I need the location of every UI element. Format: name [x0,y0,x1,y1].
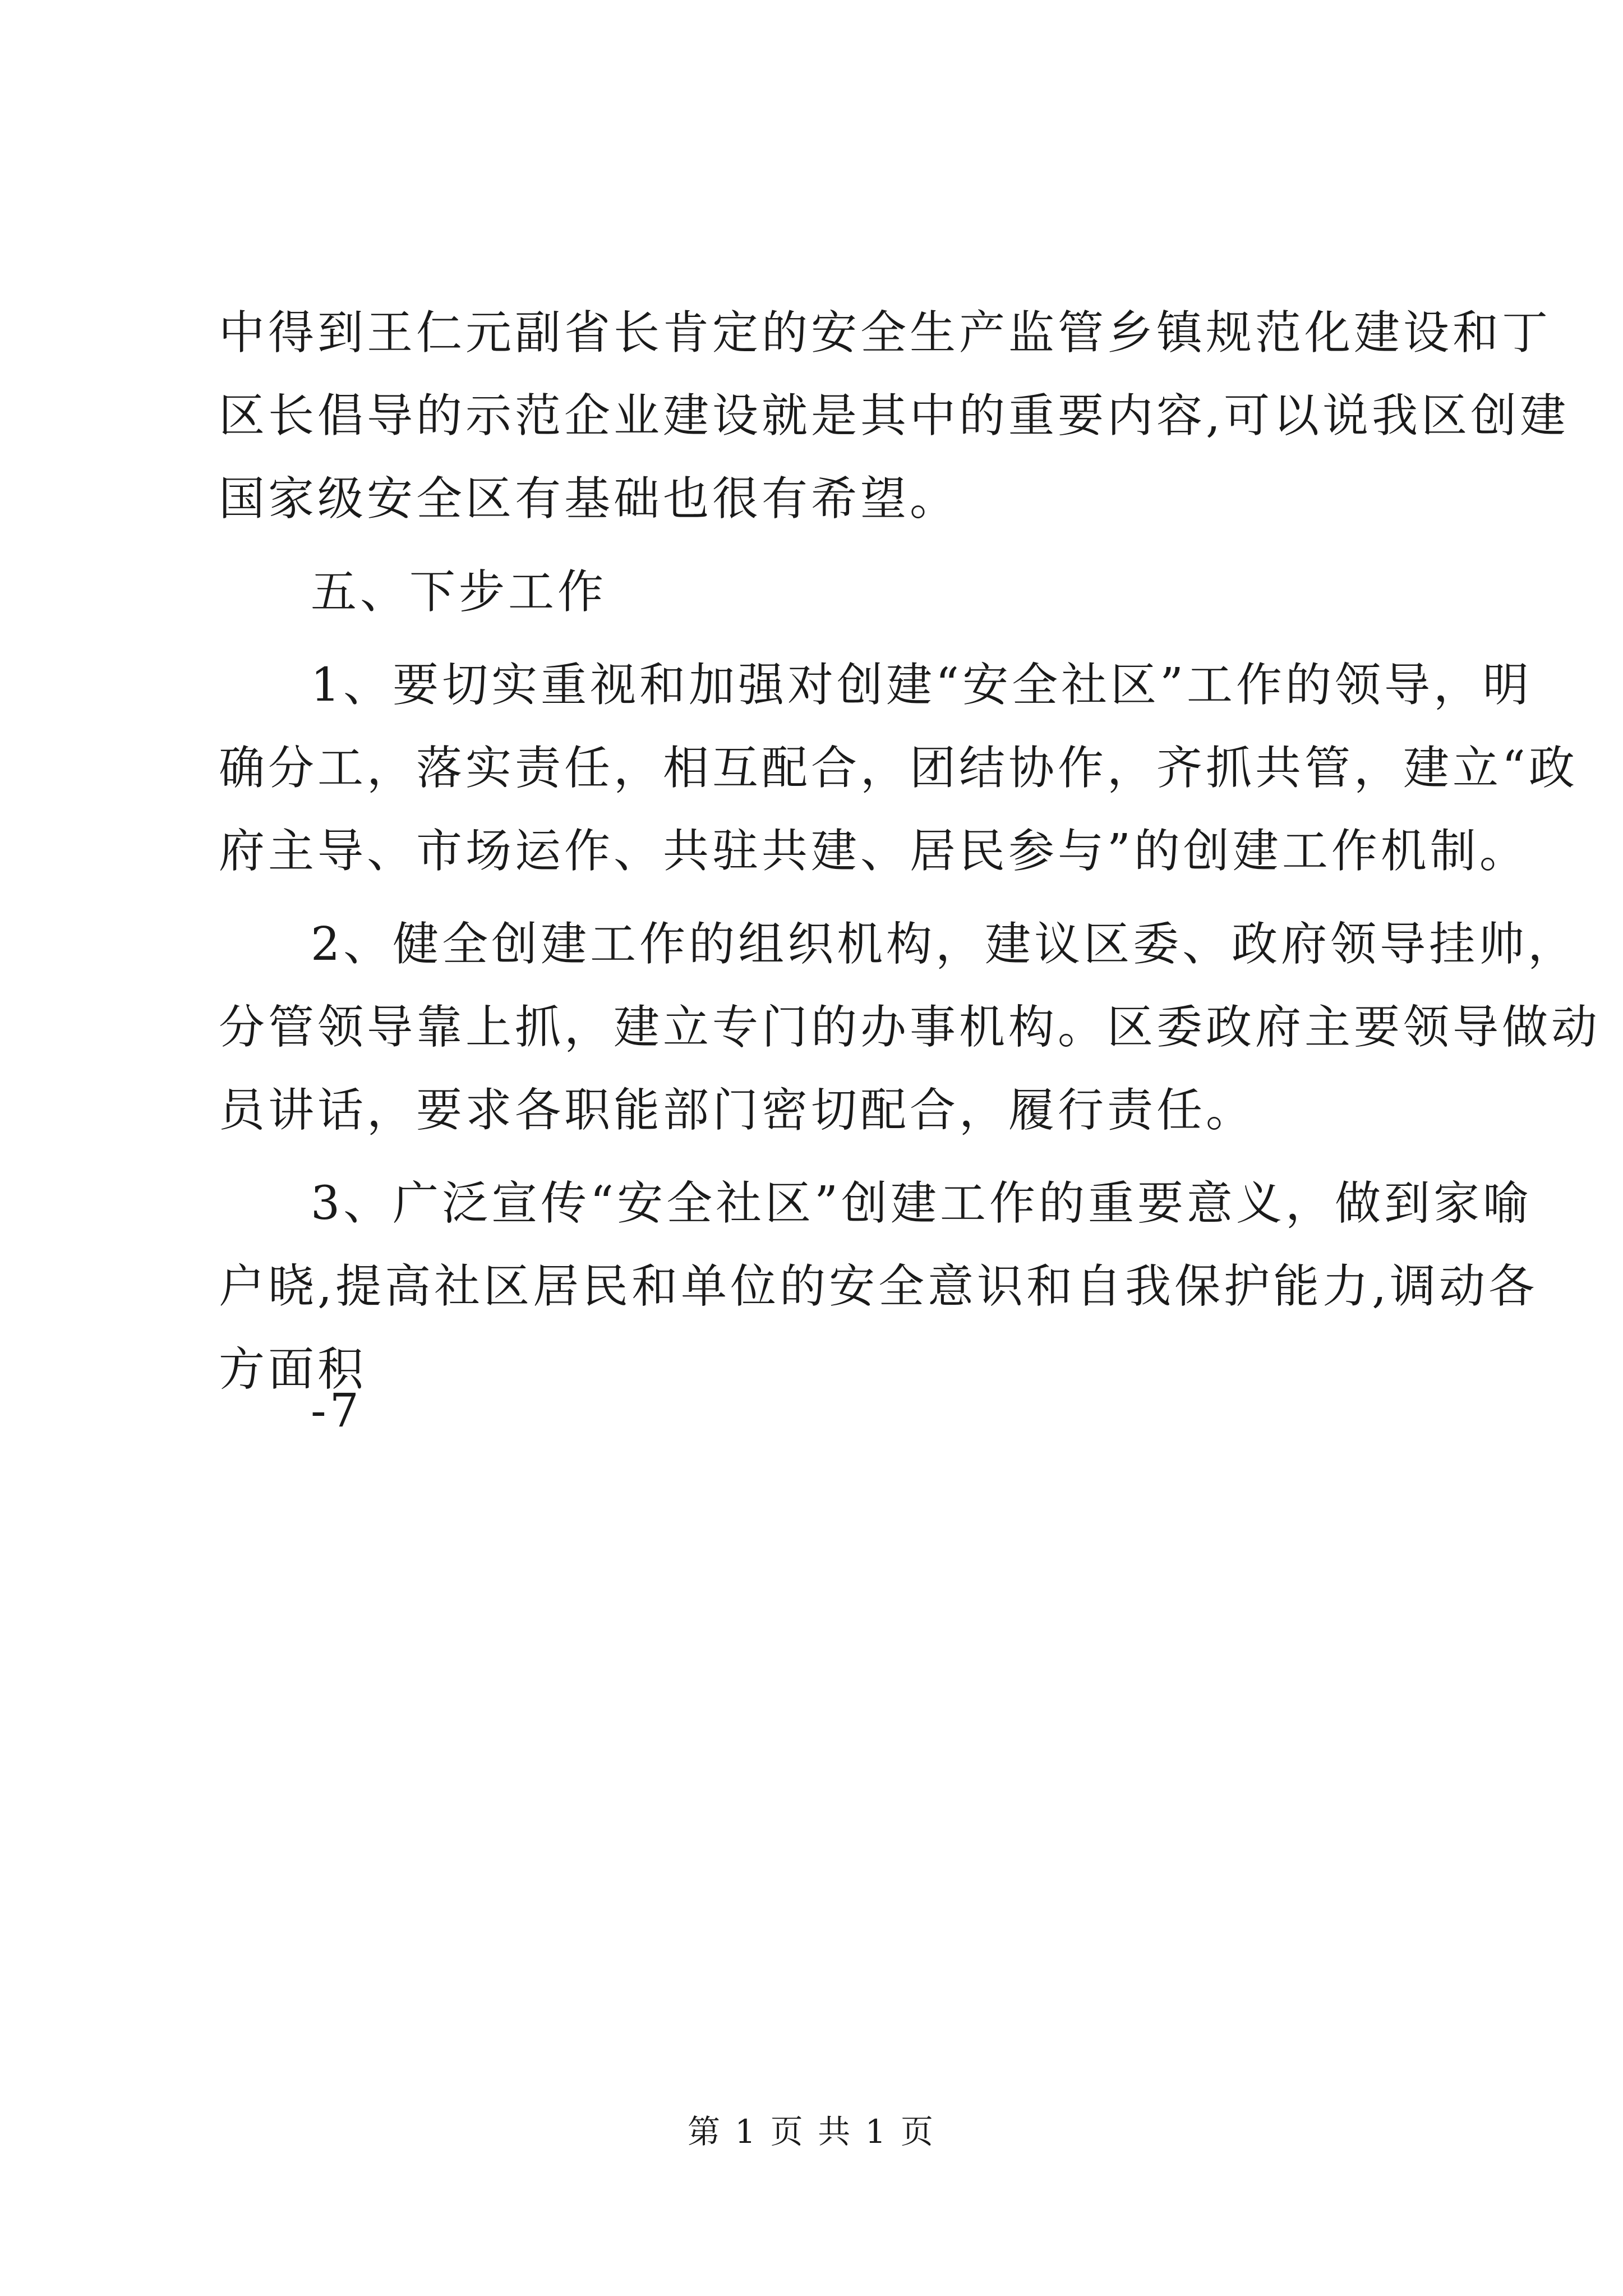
list-item-3-line: 户晓,提高社区居民和单位的安全意识和自我保护能力,调动各 [219,1260,1538,1313]
paragraph-line: 国家级安全区有基础也很有希望。 [219,472,960,526]
list-item-3-line: 3、广泛宣传“安全社区”创建工作的重要意义，做到家喻 [311,1177,1533,1230]
list-item-2-line: 分管领导靠上抓，建立专门的办事机构。区委政府主要领导做动 [219,1001,1601,1054]
paragraph-line: 区长倡导的示范企业建设就是其中的重要内容,可以说我区创建 [219,389,1570,443]
page-footer: 第 1 页 共 1 页 [688,2113,935,2151]
list-item-1-line: 府主导、市场运作、共驻共建、居民参与”的创建工作机制。 [219,825,1529,878]
list-item-3-line: 方面积 [219,1343,367,1396]
page-marker: -7 [311,1384,362,1438]
list-item-1-line: 确分工，落实责任，相互配合，团结协作，齐抓共管，建立“政 [219,742,1578,795]
list-item-1-line: 1、要切实重视和加强对创建“安全社区”工作的领导，明 [311,659,1533,712]
section-heading: 五、下步工作 [311,565,607,619]
list-item-2-line: 2、健全创建工作的组织机构，建议区委、政府领导挂帅， [311,918,1578,971]
list-item-2-line: 员讲话，要求各职能部门密切配合，履行责任。 [219,1084,1256,1137]
paragraph-line: 中得到王仁元副省长肯定的安全生产监管乡镇规范化建设和丁 [219,306,1552,360]
document-body [219,292,1601,1411]
